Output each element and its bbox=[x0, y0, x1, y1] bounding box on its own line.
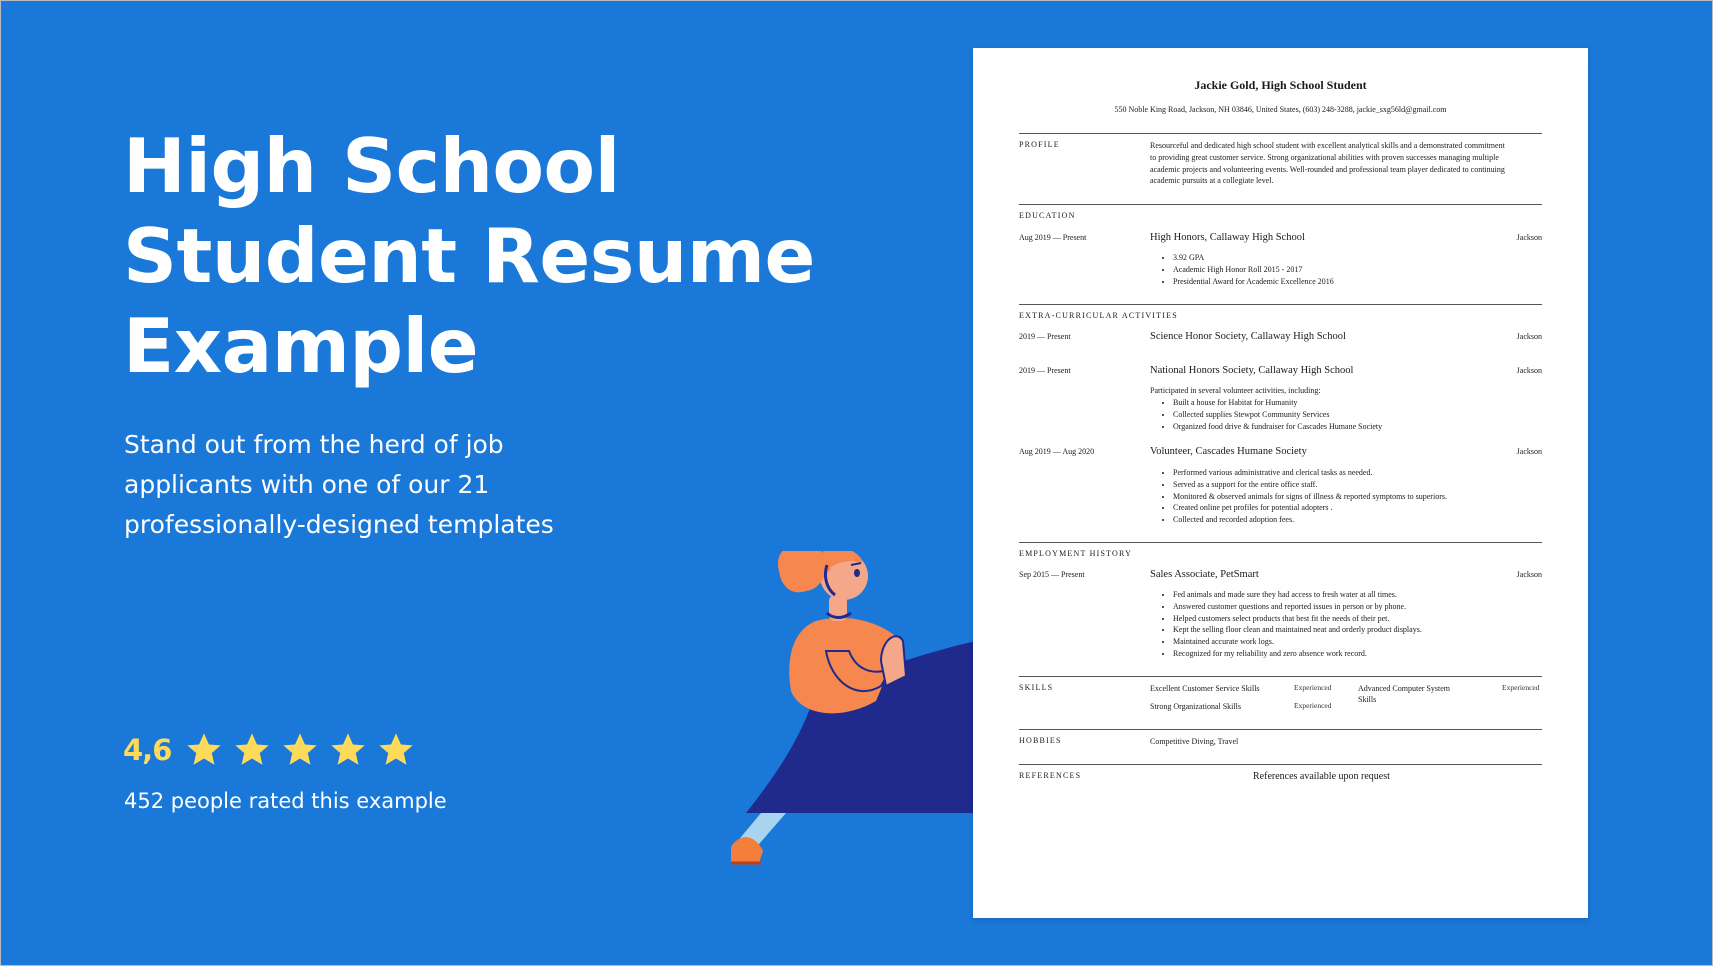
entry-title: National Honors Society, Callaway High School bbox=[1150, 365, 1354, 376]
profile-line: academic pursuits at a collegiate level. bbox=[1150, 176, 1274, 186]
profile-line: academic projects and volunteering events. Well-rounded and professional team player dedicated to continuing bbox=[1150, 164, 1505, 174]
section-label-skills: SKILLS bbox=[1019, 683, 1054, 692]
profile-text bbox=[1150, 140, 1505, 187]
section-divider bbox=[1019, 729, 1542, 730]
section-label-profile: PROFILE bbox=[1019, 140, 1060, 149]
section-divider bbox=[1019, 204, 1542, 205]
hobbies-text: Competitive Diving, Travel bbox=[1150, 737, 1239, 746]
entry-date: Sep 2015 — Present bbox=[1019, 570, 1085, 579]
bullet-item: • Collected supplies Stewpot Community Services bbox=[1173, 409, 1382, 421]
resume-preview bbox=[973, 48, 1588, 918]
bullet-item: • Academic High Honor Roll 2015 - 2017 bbox=[1173, 264, 1334, 276]
bullet-item: • Recognized for my reliability and zero absence work record. bbox=[1173, 648, 1422, 660]
star-icon bbox=[377, 731, 415, 769]
entry-bullets bbox=[1150, 252, 1334, 287]
section-divider bbox=[1019, 542, 1542, 543]
bullet-item: • Built a house for Habitat for Humanity bbox=[1173, 397, 1382, 409]
bullet-item: • Monitored & observed animals for signs of illness & reported symptoms to superiors. bbox=[1173, 491, 1447, 503]
entry-location: Jackson bbox=[1516, 366, 1542, 375]
bullet-item: • Created online pet profiles for potential adopters . bbox=[1173, 502, 1447, 514]
skill-name: Excellent Customer Service Skills bbox=[1150, 684, 1260, 693]
bullet-item: • Kept the selling floor clean and maintained neat and orderly product displays. bbox=[1173, 624, 1422, 636]
subtitle: Stand out from the herd of job applicants with one of our 21 professionally-designed templates bbox=[124, 430, 554, 539]
entry-title: Sales Associate, PetSmart bbox=[1150, 569, 1259, 580]
skill-level: Experienced bbox=[1294, 683, 1332, 692]
bullet-item: • Organized food drive & fundraiser for Cascades Humane Society bbox=[1173, 421, 1382, 433]
skill-level: Experienced bbox=[1502, 683, 1540, 692]
bullet-item: • Fed animals and made sure they had access to fresh water at all times. bbox=[1173, 589, 1422, 601]
title-line: Student Resume bbox=[123, 212, 815, 300]
section-divider bbox=[1019, 133, 1542, 134]
bullet-item: • Helped customers select products that best fit the needs of their pet. bbox=[1173, 613, 1422, 625]
star-icon bbox=[233, 731, 271, 769]
section-divider bbox=[1019, 304, 1542, 305]
entry-title: High Honors, Callaway High School bbox=[1150, 232, 1305, 243]
bullet-item: • Served as a support for the entire office staff. bbox=[1173, 479, 1447, 491]
bullet-item: • Performed various administrative and clerical tasks as needed. bbox=[1173, 467, 1447, 479]
student-illustration bbox=[731, 551, 981, 881]
star-icon bbox=[185, 731, 223, 769]
skill-level: Experienced bbox=[1294, 701, 1332, 710]
entry-bullets bbox=[1150, 467, 1447, 526]
entry-bullets bbox=[1150, 589, 1422, 660]
star-icon bbox=[281, 731, 319, 769]
bullet-item: • Answered customer questions and reported issues in person or by phone. bbox=[1173, 601, 1422, 613]
section-label-hobbies: HOBBIES bbox=[1019, 736, 1062, 745]
title-line: High School bbox=[123, 122, 620, 210]
resume-contact: 550 Noble King Road, Jackson, NH 03846, United States, (603) 248-3288, jackie_sxg56ld@gmail.com bbox=[1114, 105, 1447, 114]
entry-location: Jackson bbox=[1516, 447, 1542, 456]
bullet-item: • Collected and recorded adoption fees. bbox=[1173, 514, 1447, 526]
section-label-employment: EMPLOYMENT HISTORY bbox=[1019, 549, 1133, 558]
section-divider bbox=[1019, 676, 1542, 677]
entry-location: Jackson bbox=[1516, 233, 1542, 242]
bullet-item: • Presidential Award for Academic Excellence 2016 bbox=[1173, 276, 1334, 288]
section-label-education: EDUCATION bbox=[1019, 211, 1076, 220]
entry-location: Jackson bbox=[1516, 332, 1542, 341]
page-title bbox=[123, 121, 823, 391]
rating-count: 452 people rated this example bbox=[124, 789, 447, 813]
entry-bullets bbox=[1150, 397, 1382, 432]
skill-name: Strong Organizational Skills bbox=[1150, 702, 1241, 711]
rating-value: 4,6 bbox=[123, 733, 172, 767]
resume-name: Jackie Gold, High School Student bbox=[1194, 78, 1367, 92]
references-text: References available upon request bbox=[1253, 771, 1390, 782]
title-line: Example bbox=[123, 302, 479, 390]
bullet-item: • Maintained accurate work logs. bbox=[1173, 636, 1422, 648]
entry-title: Science Honor Society, Callaway High School bbox=[1150, 331, 1346, 342]
bullet-item: • 3.92 GPA bbox=[1173, 252, 1334, 264]
entry-intro: Participated in several volunteer activities, including: bbox=[1150, 386, 1321, 395]
section-label-activities: EXTRA-CURRICULAR ACTIVITIES bbox=[1019, 311, 1178, 320]
profile-line: Resourceful and dedicated high school student with excellent analytical skills and a demonstrated commitment bbox=[1150, 141, 1505, 150]
hero-banner bbox=[1, 1, 1712, 965]
entry-date: Aug 2019 — Aug 2020 bbox=[1019, 447, 1095, 456]
entry-date: Aug 2019 — Present bbox=[1019, 233, 1087, 242]
entry-location: Jackson bbox=[1516, 570, 1542, 579]
skill-name: Advanced Computer System Skills bbox=[1358, 684, 1450, 704]
entry-date: 2019 — Present bbox=[1019, 366, 1071, 375]
rating-row bbox=[123, 731, 425, 769]
star-icon bbox=[329, 731, 367, 769]
profile-line: to providing great customer service. Strong organizational abilities with proven successes managing multiple bbox=[1150, 152, 1499, 162]
entry-title: Volunteer, Cascades Humane Society bbox=[1150, 446, 1307, 457]
entry-date: 2019 — Present bbox=[1019, 332, 1071, 341]
section-label-references: REFERENCES bbox=[1019, 771, 1082, 780]
section-divider bbox=[1019, 764, 1542, 765]
